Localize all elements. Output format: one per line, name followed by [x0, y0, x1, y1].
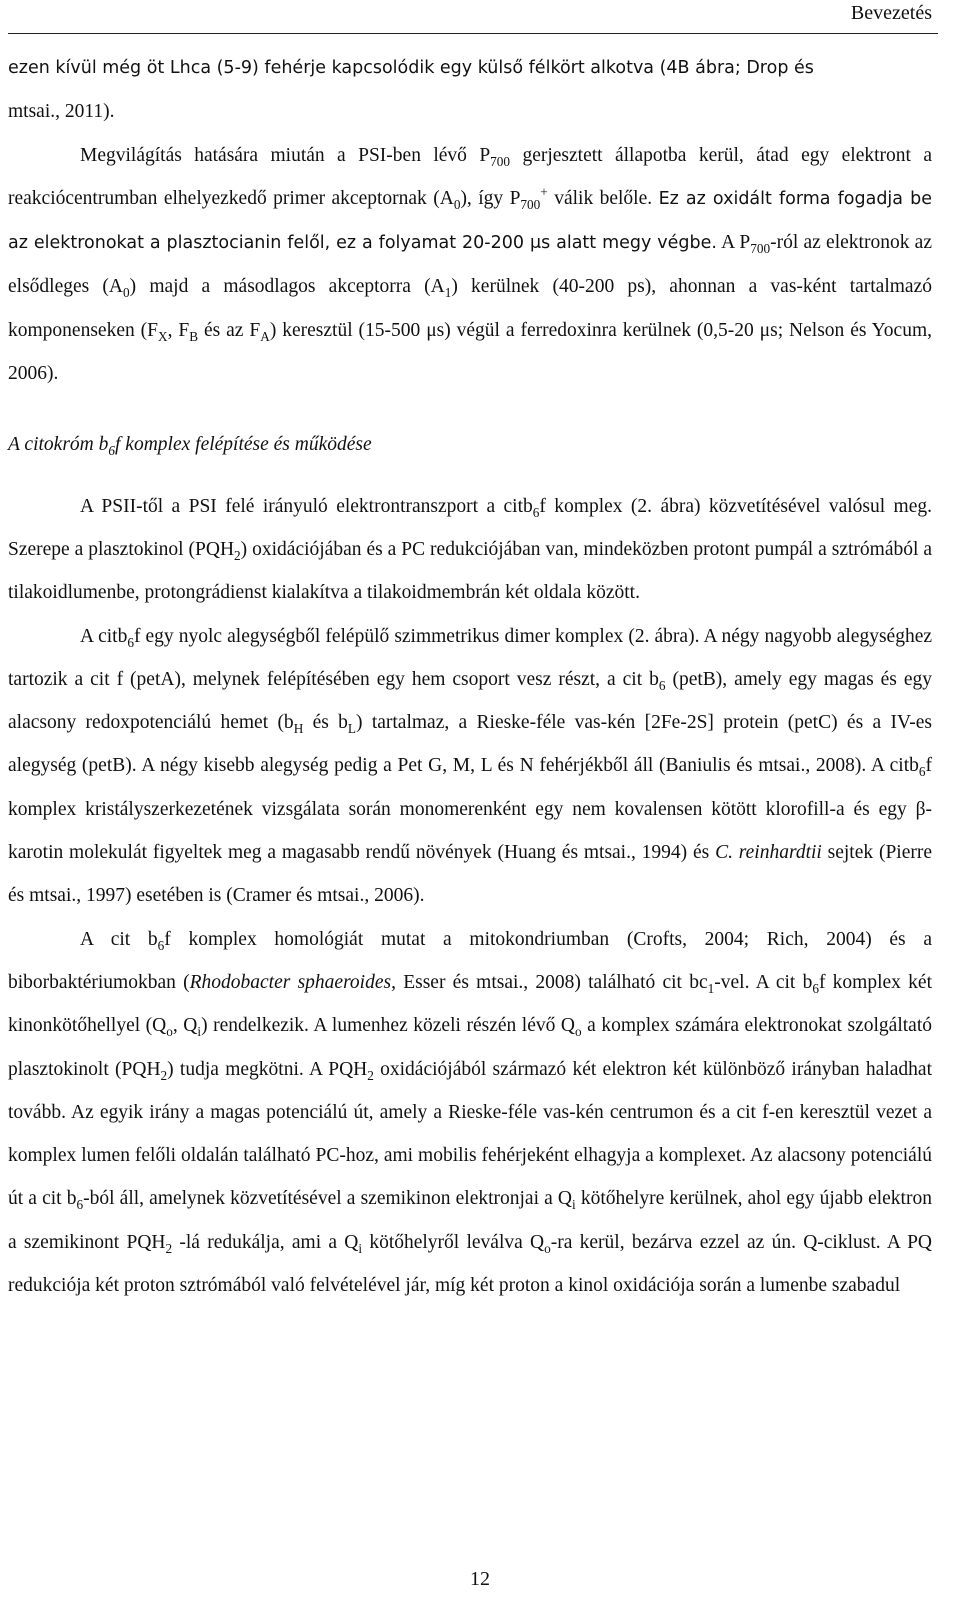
p2-sub: B — [189, 328, 199, 344]
p4-sub: 6 — [658, 677, 666, 693]
p5-text: , Q — [172, 1015, 198, 1037]
p2-text: ) kerülnek (40-200 ps), ahonnan a vas-ként tartalmazó komponenseken (F — [8, 276, 932, 341]
p3-sub: 6 — [532, 504, 540, 520]
p1-line-2: mtsai., 2011). — [8, 101, 115, 123]
document-body — [8, 46, 932, 1307]
p5-sub: i — [572, 1197, 576, 1213]
p2-text: és az F — [198, 319, 261, 341]
p5-text: -vel. A cit b — [714, 971, 813, 993]
p4-text: (petB), amely egy magas és egy alacsony redoxpotenciálú hemet (b — [8, 668, 932, 734]
paragraph-1 — [8, 46, 932, 134]
page-number: 12 — [470, 1568, 490, 1590]
p2-sup: + — [540, 184, 548, 200]
p5-sub: o — [544, 1240, 551, 1256]
p5-text: -ból áll, amelynek közvetítésével a szemikinon elektronjai a Q — [83, 1188, 573, 1210]
p3-sub: 2 — [234, 547, 241, 563]
p2-text: -ról az elektronok az elsődleges (A — [8, 232, 932, 298]
p4-text: f komplex kristályszerkezetének vizsgálata során monomerenként egy nem kovalensen kötött klorofill-a és egy β-karotin molekulát figyeltek meg a magasabb rendű növények (Huang és mtsai., 1994) és — [8, 755, 932, 864]
p5-text: kötőhelyről leválva Q — [362, 1231, 545, 1253]
p2-text: válik belőle. — [547, 187, 659, 209]
p5-text: f komplex két kinonkötőhellyel (Q — [8, 971, 932, 1037]
paragraph-4 — [8, 615, 932, 918]
p2-sub: A — [260, 328, 270, 344]
paragraph-5 — [8, 918, 932, 1308]
p5-text: , Esser és mtsai., 2008) található cit bc — [391, 971, 708, 993]
paragraph-2 — [8, 134, 932, 396]
p5-species-name: Rhodobacter sphaeroides — [189, 971, 392, 993]
p2-text: ) majd a másodlagos akceptorra (A — [129, 276, 445, 298]
p5-sub: 6 — [76, 1197, 84, 1213]
p2-text: ) keresztül (15-500 μs) végül a ferredoxinra kerülnek (0,5-20 μs; Nelson és Yocum, 2006). — [8, 319, 932, 385]
p5-sub: 2 — [160, 1067, 168, 1083]
p5-sub: 6 — [157, 937, 165, 953]
p2-text: , F — [167, 319, 190, 341]
section-heading — [8, 423, 932, 466]
p2-text: gerjesztett állapotba kerül, átad egy elektront a reakciócentrumban elhelyezkedő primer akceptornak (A — [8, 144, 932, 209]
p4-species-name: C. reinhardtii — [715, 842, 822, 864]
heading-text: A citokróm b — [8, 434, 109, 456]
p5-text: A cit b — [80, 928, 158, 950]
p5-sub: i — [197, 1024, 202, 1040]
p5-sub: i — [358, 1240, 363, 1256]
p5-text: kötőhelyre kerülnek, ahol egy újabb elektron a szemikinont PQH — [8, 1188, 932, 1253]
p4-sub: L — [347, 721, 356, 737]
p5-text: a komplex számára elektronokat szolgáltató plasztokinolt (PQH — [8, 1015, 932, 1080]
p4-text: A citb — [80, 625, 128, 647]
p1-line-1: ezen kívül még öt Lhca (5-9) fehérje kapcsolódik egy külső félkört alkotva (4B ábra; Drop és — [8, 58, 814, 78]
p3-text: f komplex (2. ábra) közvetítésével valósul meg. Szerepe a plasztokinol (PQH — [8, 495, 932, 560]
p2-text: A P — [716, 232, 751, 254]
p5-text: ) tudja megkötni. A PQH — [167, 1058, 368, 1080]
p4-text: f egy nyolc alegységből felépülő szimmetrikus dimer komplex (2. ábra). A négy nagyobb alegységhez tartozik a cit f (petA), melynek felépítésében egy hem csoport vesz részt, a cit b — [8, 625, 933, 690]
p2-sub: 700 — [750, 241, 771, 257]
p2-sub: 700 — [490, 153, 511, 169]
header-rule — [8, 33, 938, 34]
p4-text: és b — [303, 712, 348, 734]
p2-sub: 0 — [453, 196, 461, 212]
running-header: Bevezetés — [850, 2, 932, 24]
paragraph-3 — [8, 485, 932, 615]
p3-text: ) oxidációjában és a PC redukciójában van, mindeközben protont pumpál a sztrómából a tilakoidlumenbe, protongrádienst kialakítva a tilakoidmembrán két oldala között. — [8, 538, 933, 604]
p2-sans-sentence: Ez az oxidált forma fogadja be az elektronokat a plasztocianin felől, ez a folyamat 20-200 μs alatt megy végbe. — [8, 188, 932, 254]
p2-text: ), így P — [460, 187, 521, 209]
p5-sub: 2 — [165, 1240, 173, 1256]
p2-sub: 700 — [520, 196, 541, 212]
p2-sub: 0 — [123, 285, 130, 301]
p4-sub: 6 — [127, 634, 134, 650]
p2-sub: 1 — [444, 285, 452, 301]
p4-sub: 6 — [918, 764, 926, 780]
p5-text: -ra kerül, bezárva ezzel az ún. Q-ciklust. A PQ redukciója két proton sztrómából való felvételével jár, míg két proton a kinol oxidációja során a lumenbe szabadul — [8, 1231, 933, 1297]
p2-text: Megvilágítás hatására miután a PSI-ben lévő P — [80, 144, 491, 166]
p5-sub: o — [166, 1024, 173, 1040]
p5-text: -lá redukálja, ami a Q — [172, 1231, 359, 1253]
p4-sub: H — [293, 721, 304, 737]
p5-text: oxidációjából származó két elektron két különböző irányban haladhat tovább. Az egyik irány a magas potenciálú út, amely a Rieske-féle vas-kén centrumon és a cit f-en keresztül vezet a komplex lumen felőli oldalán található PC-hoz, ami mobilis fehérjeként elhagyja a komplexet. Az alacsony potenciálú út a cit b — [8, 1058, 932, 1210]
p4-text: sejtek (Pierre és mtsai., 1997) esetében is (Cramer és mtsai., 2006). — [8, 842, 933, 907]
heading-sub: 6 — [108, 443, 116, 459]
p5-sub: 2 — [367, 1067, 374, 1083]
p3-text: A PSII-től a PSI felé irányuló elektrontranszport a citb — [80, 495, 533, 517]
p5-sub: 1 — [707, 980, 715, 996]
heading-text: f komplex felépítése és működése — [115, 434, 372, 456]
p4-text: ) tartalmaz, a Rieske-féle vas-kén [2Fe-2S] protein (petC) és a IV-es alegység (petB). A négy kisebb alegység pedig a Pet G, M, L és N fehérjékből áll (Baniulis és mtsai., 2008). A citb — [8, 712, 932, 777]
p5-sub: o — [574, 1024, 582, 1040]
p5-sub: 6 — [812, 980, 819, 996]
p5-text: ) rendelkezik. A lumenhez közeli részén lévő Q — [201, 1015, 575, 1037]
p5-text: f komplex homológiát mutat a mitokondriumban (Crofts, 2004; Rich, 2004) és a biborbaktériumokban ( — [8, 928, 932, 993]
p2-sub: X — [157, 328, 168, 344]
